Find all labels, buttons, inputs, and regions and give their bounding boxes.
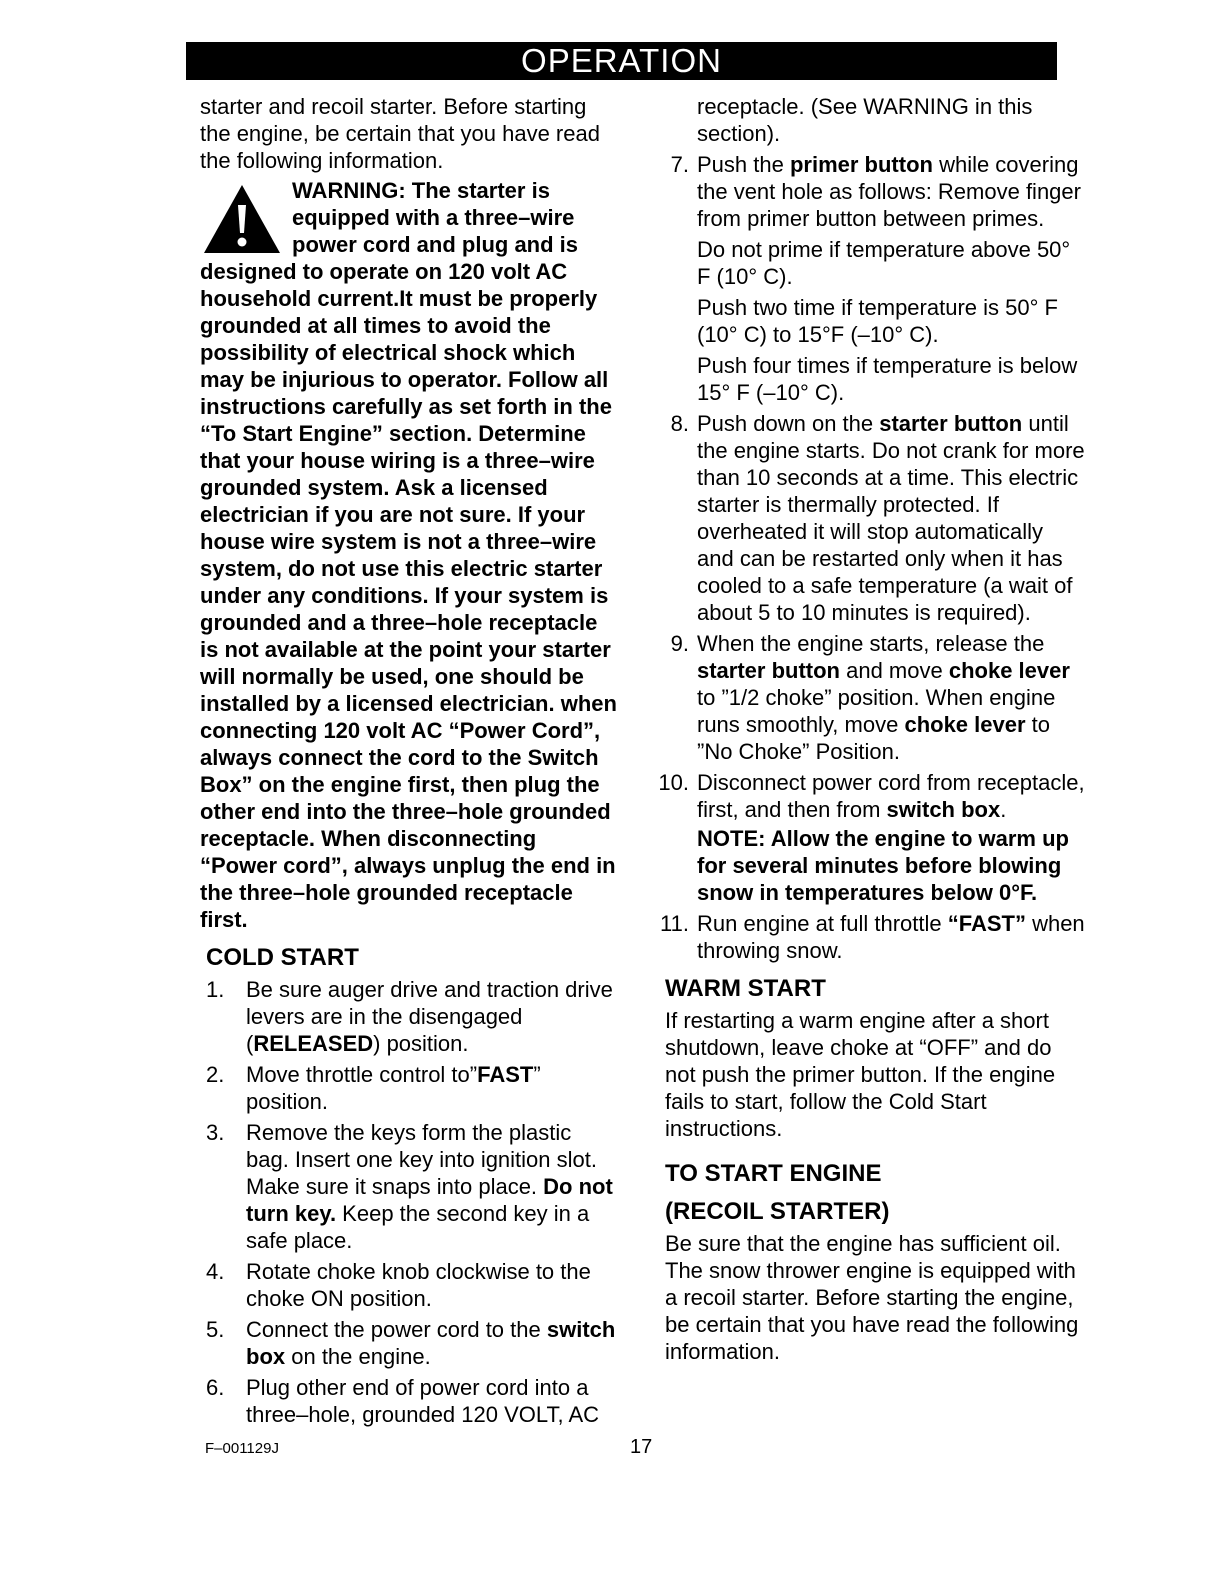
list-item: 11. Run engine at full throttle “FAST” when throwing snow. — [660, 911, 1085, 963]
list-item: 2. Move throttle control to”FAST” position. — [206, 1062, 541, 1114]
sub-note: Push two time if temperature is 50° F (10° C) to 15°F (–10° C). — [697, 295, 1058, 347]
warning-heading: WARNING: The starter is equipped with a three–wire power cord and plug and is — [292, 178, 579, 257]
list-item: 4. Rotate choke knob clockwise to the choke ON position. — [206, 1259, 591, 1311]
warning-triangle-icon — [202, 183, 282, 255]
intro-paragraph: starter and recoil starter. Before starting the engine, be certain that you have read the following information. — [200, 94, 600, 173]
right-column — [658, 93, 1085, 1365]
cold-start-steps-continued — [658, 151, 1085, 964]
list-item: 6. Plug other end of power cord into a three–hole, grounded 120 VOLT, AC — [206, 1375, 600, 1427]
page-number: 17 — [630, 1436, 653, 1458]
warning-block — [200, 177, 618, 933]
list-item: 1. Be sure auger drive and traction drive levers are in the disengaged (RELEASED) position. — [206, 977, 613, 1056]
list-item: 5. Connect the power cord to the switch box on the engine. — [206, 1317, 616, 1369]
recoil-starter-heading: (RECOIL STARTER) — [665, 1198, 890, 1225]
list-item: 3. Remove the keys form the plastic bag. Insert one key into ignition slot. Make sure it snaps into place. Do not turn key. Keep the second key in a safe place. — [206, 1120, 613, 1253]
list-item: 7. Push the primer button while covering the vent hole as follows: Remove finger from primer button between primes. Do not prime if temperature above 50° F (10° C). Push two time if temperature is 50° F (10° C) to 15°F (–10° C). Push four times if temperature is below 15° F (–10° C). — [665, 151, 1085, 406]
cold-start-heading: COLD START — [206, 944, 359, 971]
warm-start-text: If restarting a warm engine after a short shutdown, leave choke at “OFF” and do not push the primer button. If the engine fails to start, follow the Cold Start instructions. — [665, 1008, 1056, 1141]
warning-body: designed to operate on 120 volt AC household current.It must be properly grounded at all times to avoid the possibility of electrical shock which may be injurious to operator. Follow all instructions carefully as set forth in the “To Start Engine” section. Determine that your house wiring is a three–wire grounded system. Ask a licensed electrician if you are not sure. If your house wire system is not a three–wire system, do not use this electric starter under any conditions. If your system is grounded and a three–hole receptacle is not available at the point your starter will normally be used, one should be installed by a licensed electrician. when connecting 120 volt AC “Power Cord”, always connect the cord to the Switch Box” on the engine first, then plug the other end into the three–hole grounded receptacle. When disconnecting “Power cord”, always unplug the end in the three–hole grounded receptacle first. — [200, 259, 617, 932]
cold-start-steps — [200, 976, 618, 1428]
sub-note: Do not prime if temperature above 50° F (10° C). — [697, 237, 1071, 289]
recoil-starter-text: Be sure that the engine has sufficient oil. The snow thrower engine is equipped with a recoil starter. Before starting the engine, be certain that you have read the following information. — [665, 1231, 1079, 1364]
continuation-text: receptacle. (See WARNING in this section). — [697, 94, 1033, 146]
list-item: 9. When the engine starts, release the starter button and move choke lever to ”1/2 choke” position. When engine runs smoothly, move choke lever to ”No Choke” Position. — [670, 631, 1070, 764]
list-item: 8. Push down on the starter button until the engine starts. Do not crank for more than 10 seconds at a time. This electric starter is thermally protected. If overheated it will stop automatically and can be restarted only when it has cooled to a safe temperature (a wait of about 5 to 10 minutes is required). — [670, 411, 1085, 625]
note-text: NOTE: Allow the engine to warm up for several minutes before blowing snow in temperatures below 0°F. — [697, 826, 1069, 905]
to-start-engine-heading: TO START ENGINE — [665, 1160, 882, 1187]
document-code: F–001129J — [205, 1440, 279, 1457]
section-header-banner: OPERATION — [186, 42, 1057, 80]
list-item: 10. Disconnect power cord from receptacle, first, and then from switch box. NOTE: Allow the engine to warm up for several minutes before blowing snow in temperatures below 0°F. — [658, 770, 1085, 905]
warm-start-heading: WARM START — [665, 975, 826, 1002]
sub-note: Push four times if temperature is below 15° F (–10° C). — [697, 353, 1078, 405]
left-column — [200, 93, 618, 1432]
